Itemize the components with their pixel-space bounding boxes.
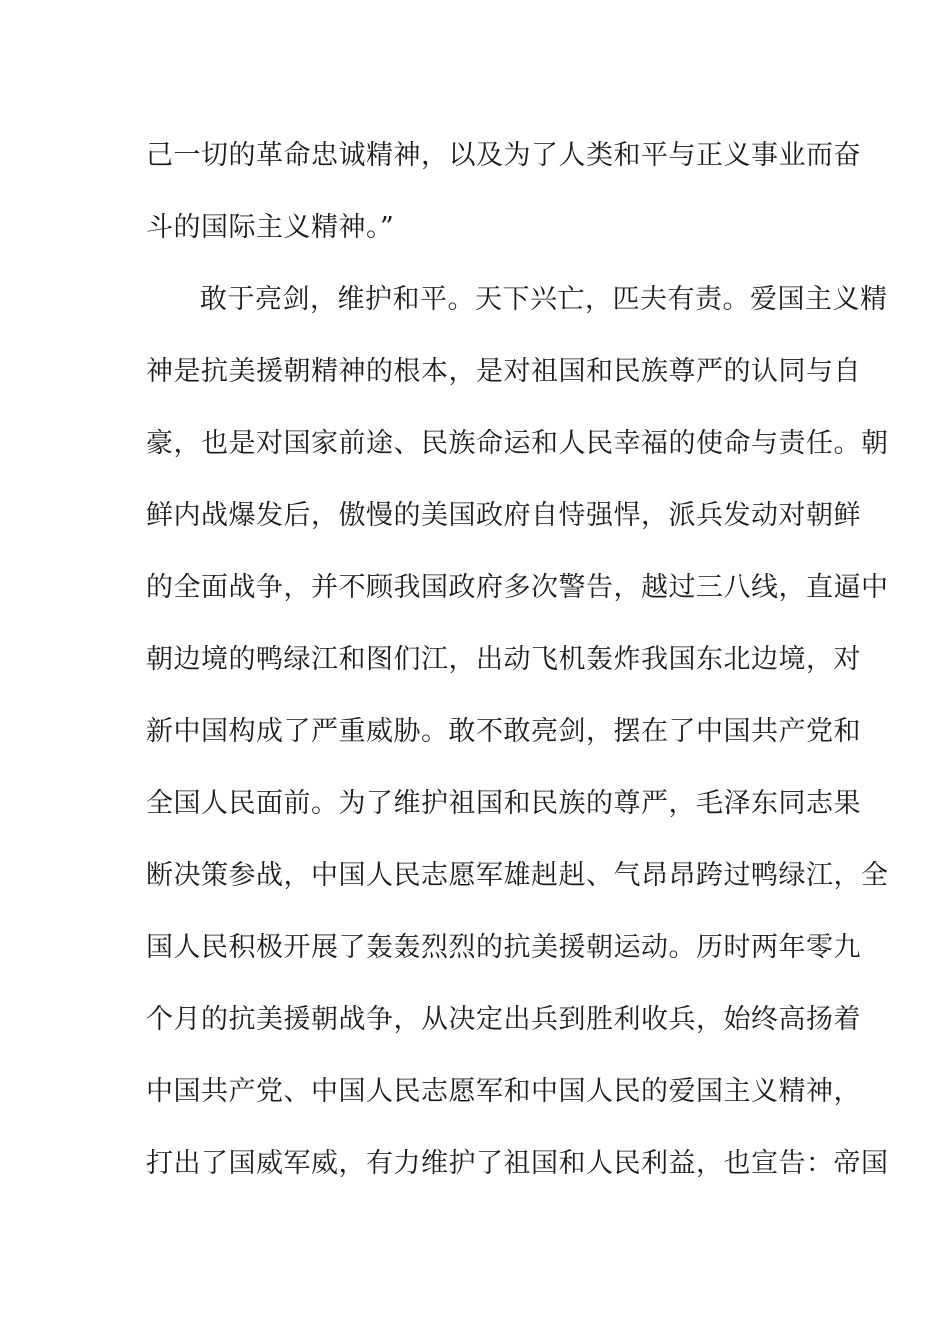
text-line: 斗的国际主义精神。” <box>146 212 395 243</box>
text-line: 个月的抗美援朝战争，从决定出兵到胜利收兵，始终高扬着 <box>146 1004 861 1035</box>
text-line: 新中国构成了严重威胁。敢不敢亮剑，摆在了中国共产党和 <box>146 716 861 747</box>
text-line: 中国共产党、中国人民志愿军和中国人民的爱国主义精神， <box>146 1076 861 1107</box>
paragraph-first-line: 敢于亮剑，维护和平。天下兴亡，匹夫有责。爱国主义精 <box>200 284 888 315</box>
text-line: 全国人民面前。为了维护祖国和民族的尊严，毛泽东同志果 <box>146 788 861 819</box>
text-line: 国人民积极开展了轰轰烈烈的抗美援朝运动。历时两年零九 <box>146 932 861 963</box>
text-line: 朝边境的鸭绿江和图们江，出动飞机轰炸我国东北边境，对 <box>146 644 861 675</box>
text-line: 己一切的革命忠诚精神，以及为了人类和平与正义事业而奋 <box>146 140 861 171</box>
text-line: 的全面战争，并不顾我国政府多次警告，越过三八线，直逼中 <box>146 572 889 603</box>
text-line: 断决策参战，中国人民志愿军雄赳赳、气昂昂跨过鸭绿江，全 <box>146 860 889 891</box>
text-line: 豪，也是对国家前途、民族命运和人民幸福的使命与责任。朝 <box>146 428 889 459</box>
text-line: 打出了国威军威，有力维护了祖国和人民利益，也宣告：帝国 <box>146 1148 889 1179</box>
text-line: 鲜内战爆发后，傲慢的美国政府自恃强悍，派兵发动对朝鲜 <box>146 500 861 531</box>
text-line: 神是抗美援朝精神的根本，是对祖国和民族尊严的认同与自 <box>146 356 861 387</box>
